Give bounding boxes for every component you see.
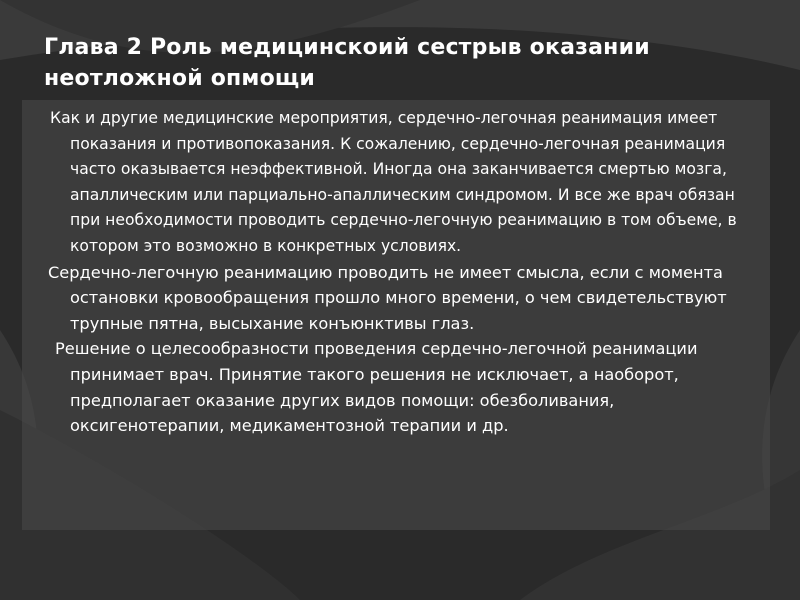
paragraph-1: Как и другие медицинские мероприятия, сердечно-легочная реанимация имеет показания и противопоказания. К сожалению, сердечно-легочная реанимация часто оказывается неэффективной. Иногда она заканчивается смертью мозга, апаллическим или парциально-апаллическим синдромом. И все же врач обязан при необходимости проводить сердечно-легочную реанимацию в том объеме, в котором это возможно в конкретных условиях. bbox=[50, 109, 737, 255]
paragraph-2: Сердечно-легочную реанимацию проводить не имеет смысла, если с момента остановки кровообращения прошло много времени, о чем свидетельствуют трупные пятна, высыхание конъюнктивы глаз. bbox=[48, 262, 727, 333]
slide-title: Глава 2 Роль медицинскоий сестрыв оказании неотложной опмощи bbox=[44, 35, 650, 91]
paragraph-3: Решение о целесообразности проведения сердечно-легочной реанимации принимает врач. Принятие такого решения не исключает, а наоборот, предполагает оказание других видов помощи: обезболивания, оксигенотерапии, медикаментозной терапии и др. bbox=[55, 339, 698, 436]
slide-body bbox=[48, 106, 763, 439]
